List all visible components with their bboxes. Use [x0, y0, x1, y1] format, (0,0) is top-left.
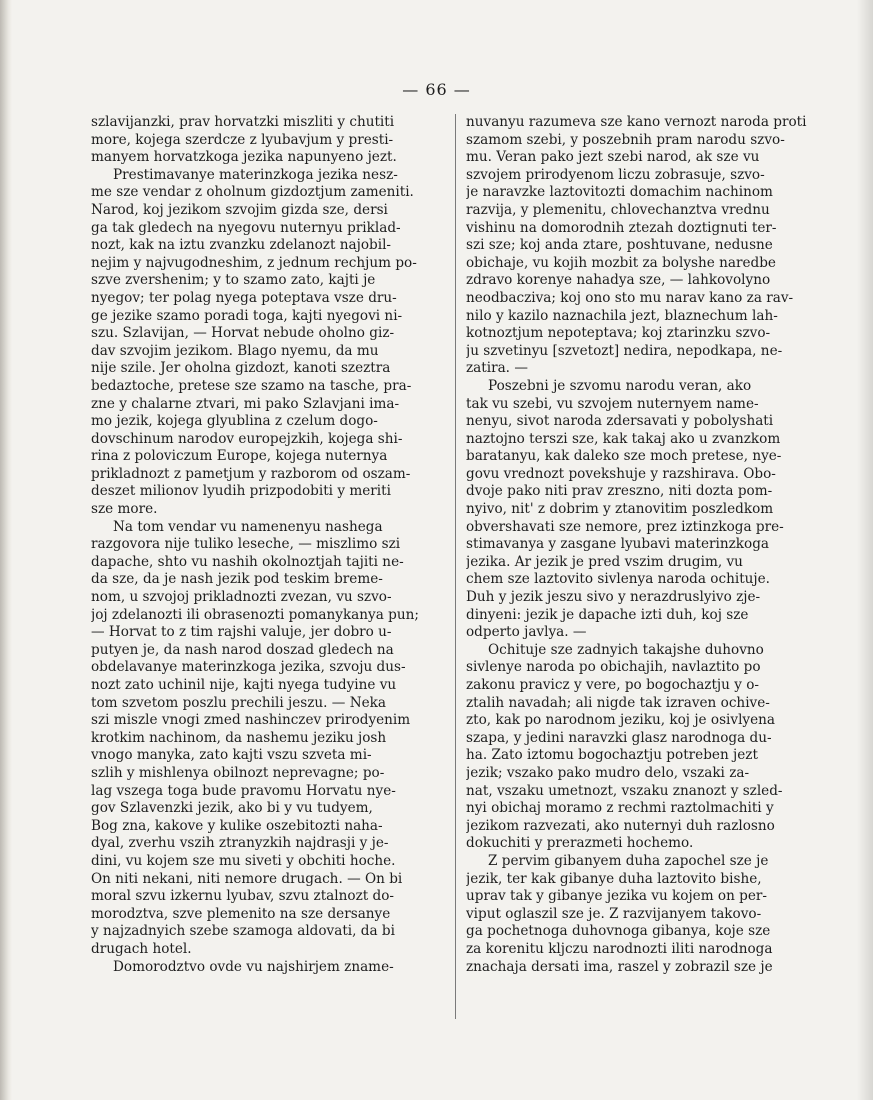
text-line: szve zvershenim; y to szamo zato, kajti je [91, 272, 376, 289]
text-line: morodztva, szve plemenito na sze dersanye [91, 905, 391, 922]
text-line: ga tak gledech na nyegovu nuternyu priklad- [91, 219, 401, 236]
text-line: zatira. — [466, 360, 528, 377]
text-line: Narod, koj jezikom szvojim gizda sze, dersi [91, 201, 388, 218]
text-line: jezik, ter kak gibanye duha laztovito bishe, [466, 870, 762, 887]
text-line: — Horvat to z tim rajshi valuje, jer dobro u- [91, 624, 392, 641]
text-line: znachaja dersati ima, raszel y zobrazil sze je [466, 958, 773, 975]
text-line: baratanyu, kak daleko sze moch pretese, nye- [466, 448, 782, 465]
text-line: obvershavati sze nemore, prez iztinzkoga pre- [466, 518, 784, 535]
text-line: nyegov; ter polag nyega poteptava vsze dru- [91, 289, 397, 306]
text-line: ztalih navadah; ali nigde tak izraven ochive- [466, 694, 770, 711]
text-line: vishinu na domorodnih ztezah doztignuti ter- [466, 219, 777, 236]
text-line: szu. Szlavijan, — Horvat nebude oholno giz- [91, 325, 395, 342]
text-line: nyivo, nit' z dobrim y ztanovitim poszledkom [466, 501, 774, 518]
text-line: za korenitu kljczu narodnozti iliti narodnoga [466, 940, 773, 957]
text-line: y najzadnyich szebe szamoga aldovati, da bi [91, 923, 395, 940]
text-line: govu vrednozt povekshuje y razshirava. Obo- [466, 465, 776, 482]
text-line: nejim y najvugodneshim, z jednum rechjum po- [91, 254, 417, 271]
text-line: nom, u szvojoj prikladnozti zvezan, vu szvo- [91, 589, 392, 606]
text-line: ha. Zato iztomu bogochaztju potreben jezt [466, 747, 758, 764]
text-line: manyem horvatzkoga jezika napunyeno jezt. [91, 149, 397, 166]
text-line: Duh y jezik jeszu sivo y nerazdruslyivo zje- [466, 589, 761, 606]
text-line: prikladnozt z pametjum y razborom od oszam- [91, 465, 411, 482]
text-line: more, kojega szerdcze z lyubavjum y presti- [91, 131, 394, 148]
text-line: zto, kak po narodnom jeziku, koj je osivlyena [466, 712, 776, 729]
text-line: Ochituje sze zadnyich takajshe duhovno [488, 641, 764, 658]
text-line: Prestimavanye materinzkoga jezika nesz- [113, 166, 398, 183]
text-line: nilo y kazilo naznachila jezt, blaznechum lah- [466, 307, 778, 324]
text-line: nyi obichaj moramo z rechmi raztolmachiti y [466, 800, 774, 817]
text-line: ge jezike szamo poradi toga, kajti nyegovi ni- [91, 307, 403, 324]
text-line: da sze, da je nash jezik pod teskim breme- [91, 571, 383, 588]
text-line: vnogo manyka, zato kajti vszu szveta mi- [91, 747, 372, 764]
text-line: rina z poloviczum Europe, kojega nuternya [91, 448, 388, 465]
left-text-column [91, 114, 433, 976]
text-line: razgovora nije tuliko leseche, — miszlimo szi [91, 536, 401, 553]
text-line: tom szvetom poszlu prechili jeszu. — Neka [91, 694, 386, 711]
text-line: jezika. Ar jezik je pred vszim drugim, vu [466, 553, 743, 570]
text-line: bedaztoche, pretese sze szamo na tasche, pra- [91, 377, 412, 394]
text-line: odperto javlya. — [466, 624, 587, 641]
text-line: Na tom vendar vu namenenyu nashega [113, 518, 383, 535]
text-line: Z pervim gibanyem duha zapochel sze je [488, 852, 769, 869]
text-line: uprav tak y gibanye jezika vu kojem on per- [466, 888, 768, 905]
text-line: je naravzke laztovitozti domachim nachinom [466, 184, 773, 201]
text-line: viput oglaszil sze je. Z razvijanyem takovo- [466, 905, 762, 922]
text-line: dokuchiti y prerazmeti hochemo. [466, 835, 694, 852]
text-line: mu. Veran pako jezt szebi narod, ak sze vu [466, 149, 760, 166]
text-line: szlih y mishlenya obilnozt neprevagne; po- [91, 764, 385, 781]
text-line: obdelavanye materinzkoga jezika, szvoju dus- [91, 659, 406, 676]
text-line: sze more. [91, 501, 158, 518]
text-line: ju szvetinyu [szvetozt] nedira, nepodkapa, ne- [466, 342, 783, 359]
text-line: jezikom razvezati, ako nuternyi duh razlosno [466, 817, 775, 834]
page-edge [857, 0, 873, 1100]
text-line: nenyu, sivot naroda zdersavati y pobolyshati [466, 413, 774, 430]
text-line: Poszebni je szvomu narodu veran, ako [488, 377, 752, 394]
page-number: — 66 — [402, 80, 471, 99]
text-line: szi sze; koj anda ztare, poshtuvane, nedusne [466, 237, 773, 254]
text-line: nozt zato uchinil nije, kajti nyega tudyine vu [91, 677, 397, 693]
text-line: drugach hotel. [91, 940, 192, 957]
text-line: Bog zna, kakove y kulike oszebitozti naha- [91, 817, 383, 834]
text-line: dovschinum narodov europejzkih, kojega shi- [91, 430, 403, 447]
text-line: jezik; vszako pako mudro delo, vszaki za- [466, 764, 750, 781]
text-line: szvojem prirodyenom liczu zobrasuje, szvo- [466, 166, 765, 183]
text-line: ga pochetnoga duhovnoga gibanya, koje sze [466, 923, 771, 940]
text-line: moral szvu izkernu lyubav, szvu ztalnozt do- [91, 888, 394, 905]
text-line: naztojno terszi sze, kak takaj ako u zvanzkom [466, 430, 781, 447]
text-line: deszet milionov lyudih prizpodobiti y meriti [91, 483, 391, 500]
text-line: obichaje, vu kojih mozbit za bolyshe naredbe [466, 254, 776, 271]
text-line: nozt, kak na iztu zvanzku zdelanozt najobil- [91, 237, 392, 254]
text-line: zne y chalarne ztvari, mi pako Szlavjani ima- [91, 395, 400, 412]
text-line: gov Szlavenzki jezik, ako bi y vu tudyem, [91, 800, 373, 817]
text-line: Domorodztvo ovde vu najshirjem zname- [113, 958, 394, 975]
page-binding-shadow [0, 0, 12, 1100]
text-line: szapa, y jedini naravzki glasz narodnoga du- [466, 729, 772, 746]
text-line: szi miszle vnogi zmed nashinczev prirodyenim [91, 712, 411, 729]
text-line: nuvanyu razumeva sze kano vernozt naroda proti [466, 114, 807, 130]
right-text-column [466, 114, 815, 976]
text-line: szlavijanzki, prav horvatzki miszliti y chutiti [91, 114, 395, 130]
column-divider [455, 114, 456, 1019]
text-line: dyal, zverhu vszih ztranyzkih najdrasji y je- [91, 835, 389, 852]
text-line: neodbacziva; koj ono sto mu narav kano za rav- [466, 289, 794, 306]
text-line: kotnoztjum nepoteptava; koj ztarinzku szvo- [466, 325, 771, 342]
text-line: putyen je, da nash narod doszad gledech na [91, 641, 394, 658]
text-line: me sze vendar z oholnum gizdoztjum zameniti. [91, 184, 414, 201]
text-line: dvoje pako niti prav zreszno, niti dozta pom- [466, 483, 773, 500]
text-line: dinyeni: jezik je dapache izti duh, koj sze [466, 606, 749, 623]
text-line: dini, vu kojem sze mu siveti y obchiti hoche. [91, 852, 396, 869]
text-line: szamom szebi, y poszebnih pram narodu szvo- [466, 131, 785, 148]
text-line: razvija, y plemenitu, chlovechanztva vrednu [466, 201, 770, 218]
text-line: lag vszega toga bude pravomu Horvatu nye- [91, 782, 396, 799]
text-line: mo jezik, kojega glyublina z czelum dogo- [91, 413, 378, 430]
text-line: joj zdelanozti ili obrasenozti pomanykanya pun; [91, 606, 419, 623]
text-line: sivlenye naroda po obichajih, navlaztito po [466, 659, 761, 676]
text-line: chem sze laztovito sivlenya naroda ochituje. [466, 571, 771, 588]
text-line: nat, vszaku umetnozt, vszaku znanozt y szled- [466, 782, 783, 799]
text-line: krotkim nachinom, da nashemu jeziku josh [91, 729, 387, 746]
text-line: dapache, shto vu nashih okolnoztjah tajiti ne- [91, 553, 404, 570]
text-line: tak vu szebi, vu szvojem nuternyem name- [466, 395, 759, 412]
text-line: stimavanya y zasgane lyubavi materinzkoga [466, 536, 770, 553]
text-line: On niti nekani, niti nemore drugach. — On bi [91, 870, 403, 887]
text-line: nije szile. Jer oholna gizdozt, kanoti szeztra [91, 360, 391, 377]
text-line: dav szvojim jezikom. Blago nyemu, da mu [91, 342, 379, 359]
text-line: zdravo korenye nahadya sze, — lahkovolyno [466, 272, 771, 289]
text-line: zakonu pravicz y vere, po bogochaztju y o- [466, 677, 760, 693]
